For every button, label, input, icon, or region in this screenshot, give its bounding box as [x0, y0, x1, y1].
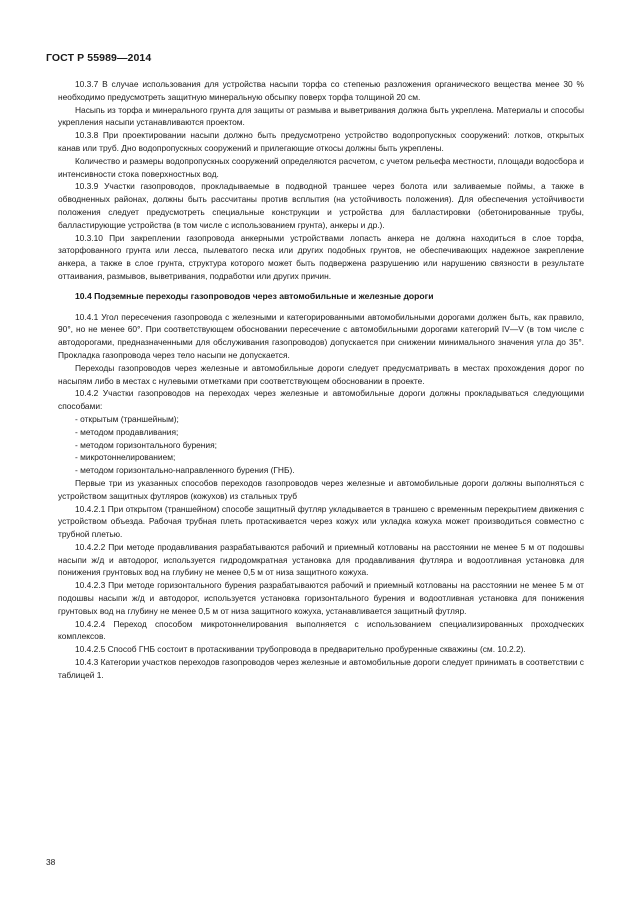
page-number: 38: [46, 857, 56, 867]
list-item: - методом горизонтально-направленного бурения (ГНБ).: [75, 465, 295, 476]
paragraph-casing-requirement: Первые три из указанных способов переходов газопроводов через железные и автомобильные дороги должны выполняться с устройством защитных футляров (кожухов) из стальных труб: [58, 477, 584, 501]
paragraph-culvert-count: Количество и размеры водопропускных сооружений определяются расчетом, с учетом рельефа местности, площади водосбора и интенсивности стока поверхностных вод.: [58, 155, 584, 179]
paragraph-10-4-1: 10.4.1 Угол пересечения газопровода с железными и категорированными автомобильными дорогами должен быть, как правило, 90°, но не менее 60°. При соответствующем обосновании пересечение с автомобильными дорогами категорий IV—V (в том числе с автодорогами, предназначенными для обслуживания газопроводов) допускается при снижении минимального значения угла до 35°. Прокладка газопровода через тело насыпи не допускается.: [58, 311, 584, 360]
paragraph-10-3-9: 10.3.9 Участки газопроводов, прокладываемые в подводной траншее через болота или заливаемые поймы, а также в обводненных районах, должны быть рассчитаны против всплытия (на устойчивость положения). Для обеспечения устойчивости положения следует предусмотреть специальные конструкции и устройства для балластировки (обетонированные трубы, балластирующие устройства (в том числе с использованием грунта), анкеры и др.).: [58, 181, 584, 230]
document-body: [58, 78, 584, 682]
list-item: - микротоннелированием;: [75, 452, 176, 463]
paragraph-10-4-2-4: 10.4.2.4 Переход способом микротоннелирования выполняется с использованием специализированных проходческих комплексов.: [58, 618, 584, 642]
paragraph-10-3-7: 10.3.7 В случае использования для устройства насыпи торфа со степенью разложения органического вещества менее 30 % необходимо предусмотреть защитную минеральную обсыпку поверх торфа толщиной 20 см.: [58, 79, 584, 102]
list-item: - методом горизонтального бурения;: [75, 439, 217, 450]
paragraph-10-4-2-3: 10.4.2.3 При методе горизонтального бурения разрабатываются рабочий и приемный котлованы на расстоянии не менее 5 м от подошвы насыпи ж/д и автодорог, используется установка горизонтального бурения и водоотливная установка для понижения грунтовых вод на глубину не менее 0,5 м от низа защитного кожуха, устанавливается защитный футляр.: [58, 580, 584, 616]
paragraph-10-3-10: 10.3.10 При закреплении газопровода анкерными устройствами лопасть анкера не должна находиться в слое торфа, заторфованного грунта или лесса, пылеватого песка или других подобных грунтов, не обеспечивающих надежное закрепление анкера, а также в слое грунта, структура которого может быть подвержена разрушению или нарушению связности в результате оттаивания, размывов, выветривания, подработки или других причин.: [58, 232, 584, 281]
paragraph-10-4-2-2: 10.4.2.2 При методе продавливания разрабатываются рабочий и приемный котлованы на расстоянии не менее 5 м от подошвы насыпи ж/д и автодорог, используется гидродомкратная установка для продавливания футляра и водоотливная установка для понижения грунтовых вод на глубину не менее 0,5 м от низа защитного кожуха.: [58, 541, 584, 578]
paragraph-10-4-2-1: 10.4.2.1 При открытом (траншейном) способе защитный футляр укладывается в траншею с временным перекрытием движения с устройством объезда. Рабочая трубная плеть протаскивается через кожух или укладка кожуха может производиться совместно с трубной плетью.: [58, 503, 584, 540]
section-heading-10-4: 10.4 Подземные переходы газопроводов через автомобильные и железные дороги: [75, 290, 434, 301]
paragraph-10-4-2-5: 10.4.2.5 Способ ГНБ состоит в протаскивании трубопровода в предварительно пробуренные скважины (см. 10.2.2).: [75, 644, 526, 655]
paragraph-10-4-3: 10.4.3 Категории участков переходов газопроводов через железные и автомобильные дороги следует принимать в соответствии с таблицей 1.: [58, 657, 584, 680]
paragraph-crossing-locations: Переходы газопроводов через железные и автомобильные дороги следует предусматривать в местах прохождения дорог по насыпям либо в местах с нулевыми отметками при соответствующем обосновании в проекте.: [58, 362, 584, 386]
paragraph-10-3-8: 10.3.8 При проектировании насыпи должно быть предусмотрено устройство водопропускных сооружений: лотков, открытых канав или труб. Дно водопропускных сооружений и прилегающие откосы должны быть укреплены.: [58, 130, 584, 153]
paragraph-embankment-reinforcement: Насыпь из торфа и минерального грунта для защиты от размыва и выветривания должна быть укреплена. Материалы и способы укрепления насыпи устанавливаются проектом.: [58, 104, 584, 128]
list-item: - открытым (траншейным);: [75, 413, 179, 424]
paragraph-10-4-2: 10.4.2 Участки газопроводов на переходах через железные и автомобильные дороги должны прокладываться следующими способами:: [58, 388, 584, 412]
standard-code-header: ГОСТ Р 55989—2014: [46, 52, 152, 64]
list-item: - методом продавливания;: [75, 426, 179, 437]
